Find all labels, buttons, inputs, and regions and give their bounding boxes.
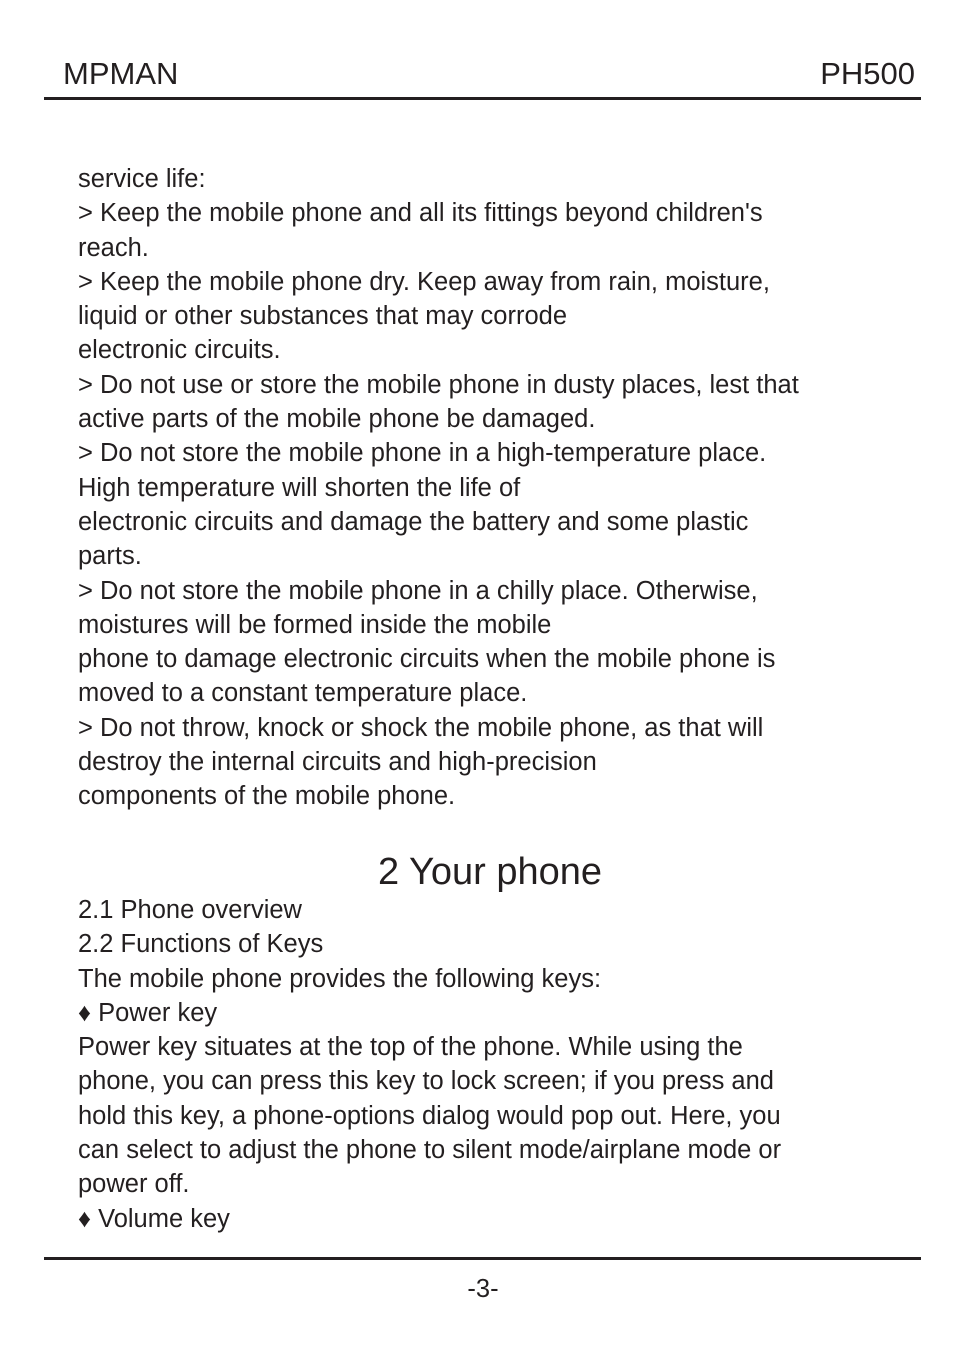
body-line: > Do not throw, knock or shock the mobile phone, as that will <box>78 713 764 742</box>
body-text <box>78 162 878 814</box>
section-line: hold this key, a phone-options dialog would pop out. Here, you <box>78 1101 781 1130</box>
subsection-phone-overview: 2.1 Phone overview <box>78 896 302 924</box>
body-line: liquid or other substances that may corrode <box>78 302 568 331</box>
body-line: destroy the internal circuits and high-precision <box>78 748 597 777</box>
body-line: > Keep the mobile phone dry. Keep away from rain, moisture, <box>78 267 770 296</box>
header-brand: MPMAN <box>63 56 179 91</box>
page-header <box>44 0 921 100</box>
section-heading: 2 Your phone <box>377 851 602 893</box>
section-line: can select to adjust the phone to silent mode/airplane mode or <box>78 1136 782 1165</box>
body-line: > Do not use or store the mobile phone in dusty places, lest that <box>78 370 799 399</box>
section-line: power off. <box>78 1170 190 1199</box>
section-line: The mobile phone provides the following keys: <box>78 964 602 993</box>
section-text <box>78 893 878 1236</box>
footer-divider <box>44 1257 921 1260</box>
volume-key-heading: ♦ Volume key <box>78 1204 230 1233</box>
page-number: -3- <box>467 1275 499 1303</box>
body-line: moved to a constant temperature place. <box>78 679 528 708</box>
body-line: phone to damage electronic circuits when the mobile phone is <box>78 645 776 674</box>
body-line: parts. <box>78 542 142 571</box>
power-key-heading: ♦ Power key <box>78 998 218 1027</box>
section-line: phone, you can press this key to lock screen; if you press and <box>78 1067 774 1096</box>
body-line: > Do not store the mobile phone in a chilly place. Otherwise, <box>78 576 758 605</box>
body-line: moistures will be formed inside the mobile <box>78 610 552 639</box>
section-line: Power key situates at the top of the phone. While using the <box>78 1033 743 1062</box>
body-line: > Do not store the mobile phone in a high-temperature place. <box>78 439 767 468</box>
body-line: service life: <box>78 165 206 193</box>
header-model: PH500 <box>820 56 915 91</box>
body-line: electronic circuits. <box>78 336 281 365</box>
body-line: High temperature will shorten the life of <box>78 473 521 502</box>
body-line: electronic circuits and damage the battery and some plastic <box>78 507 749 536</box>
body-line: reach. <box>78 233 149 262</box>
body-line: components of the mobile phone. <box>78 782 456 811</box>
subsection-functions-of-keys: 2.2 Functions of Keys <box>78 930 324 959</box>
body-line: active parts of the mobile phone be damaged. <box>78 405 596 434</box>
body-line: > Keep the mobile phone and all its fittings beyond children's <box>78 199 763 228</box>
